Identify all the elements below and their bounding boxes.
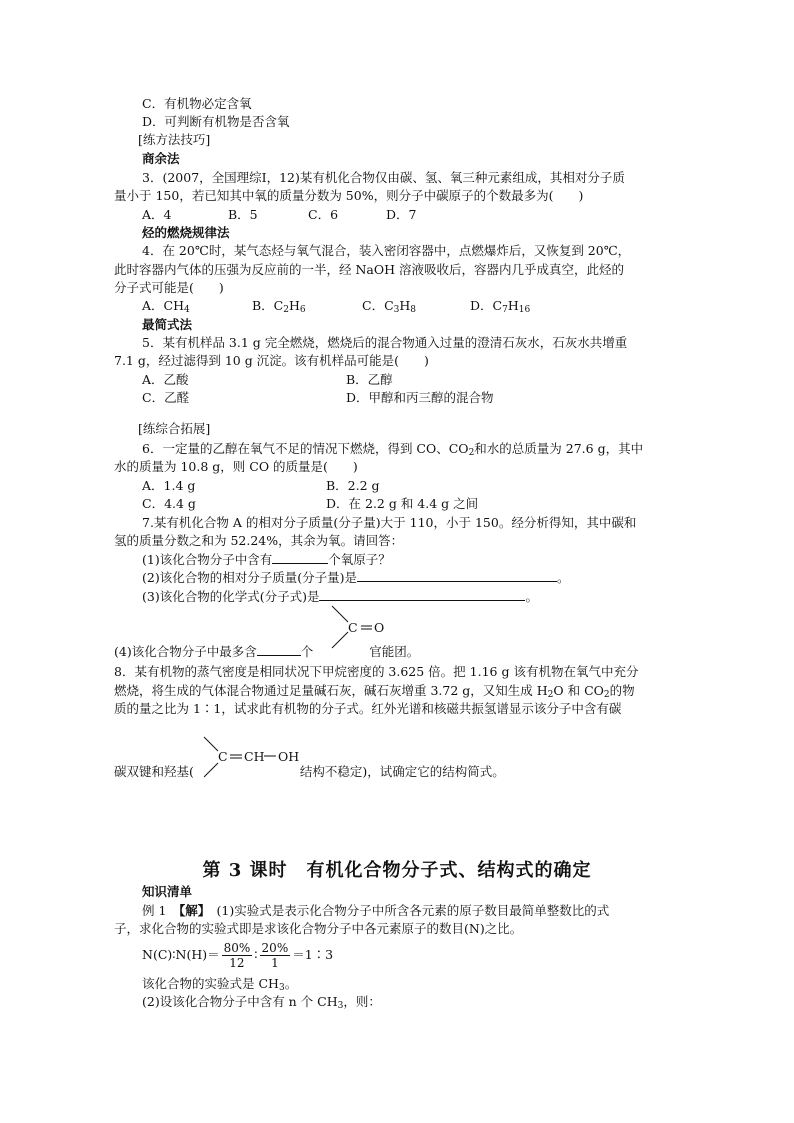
option: B．2.2 g <box>326 478 380 493</box>
question-8-line-2: 燃烧，将生成的气体混合物通过足量碱石灰，碱石灰增重 3.72 g，又知生成 $H_2O$ 和 $CO_2$的物 <box>114 683 635 700</box>
example-1-line-2: 子，求化合物的实验式即是求该化合物分子中各元素原子的数目(N)之比。 <box>114 921 523 936</box>
bond-line <box>332 606 348 622</box>
question-3-line-1: 3．(2007，全国理综Ⅰ，12)某有机化合物仅由碳、氢、氧三种元素组成，其相对分子质 <box>142 170 625 185</box>
question-8-line-4: 碳双键和羟基( 结构不稳定)，试确定它的结构简式。 <box>114 764 505 779</box>
option: A．$CH_4$ <box>142 298 190 315</box>
method-label: 商余法 <box>142 151 180 166</box>
question-4-line-1: 4．在 20℃时，某气态烃与氧气混合，装入密闭容器中，点燃爆炸后，又恢复到 20℃， <box>142 243 631 258</box>
option: B．5 <box>228 207 258 222</box>
option-d: D．可判断有机物是否含氧 <box>142 114 290 129</box>
question-6-line-2: 水的质量为 10.8 g，则 CO 的质量是( ) <box>114 459 358 474</box>
oxygen-atom: O <box>374 620 385 635</box>
question-6-line-1: 6．一定量的乙醇在氧气不足的情况下燃烧，得到 CO、$CO_2$和水的总质量为 27.6 g，其中 <box>142 441 644 458</box>
option: A．4 <box>142 207 172 222</box>
answer-blank[interactable] <box>257 643 301 656</box>
question-4-line-2: 此时容器内气体的压强为反应前的一半，经 NaOH 溶液吸收后，容器内几乎成真空，此烃的 <box>114 262 624 277</box>
question-5-line-1: 5．某有机样品 3.1 g 完全燃烧，燃烧后的混合物通入过量的澄清石灰水，石灰水共增重 <box>142 335 628 350</box>
option: C．4.4 g <box>142 496 196 511</box>
lesson-title: 第 3 课时 有机化合物分子式、结构式的确定 <box>202 860 592 881</box>
question-8-line-1: 8．某有机物的蒸气密度是相同状况下甲烷密度的 3.625 倍。把 1.16 g 该有机物在氧气中充分 <box>114 664 639 679</box>
option: B．$C_2H_6$ <box>252 298 306 315</box>
example-1-line-3: 该化合物的实验式是 $CH_3$。 <box>142 976 298 993</box>
question-7-part-3: (3)该化合物的化学式(分子式)是 。 <box>142 589 538 604</box>
option: A．1.4 g <box>142 478 196 493</box>
section-heading-methods: [练方法技巧] <box>138 132 211 147</box>
section-heading-extension: [练综合拓展] <box>138 421 211 436</box>
hydroxyl-group: OH <box>278 749 300 764</box>
question-5-line-2: 7.1 g，经过滤得到 10 g 沉淀。该有机样品可能是( ) <box>114 353 429 368</box>
question-7-line-1: 7.某有机化合物 A 的相对分子质量(分子量)大于 110，小于 150。经分析得知，其中碳和 <box>142 515 637 530</box>
option: C．乙醛 <box>142 390 190 405</box>
option: D．在 2.2 g 和 4.4 g 之间 <box>326 496 479 511</box>
question-3-line-2: 量小于 150，若已知其中氧的质量分数为 50%，则分子中碳原子的个数最多为( ) <box>114 188 584 203</box>
answer-blank[interactable] <box>319 588 525 601</box>
bond-line <box>204 737 218 751</box>
question-8-line-3: 质的量之比为 1∶1，试求此有机物的分子式。红外光谱和核磁共振氢谱显示该分子中含有碳 <box>114 701 622 716</box>
question-7-part-1: (1)该化合物分子中含有 个氧原子？ <box>142 552 391 567</box>
ratio-equation: N(C)∶N(H)＝ $\frac{80\%}{12}$ ∶ $\frac{20\%}{1}$ ＝1∶3 <box>142 941 334 970</box>
answer-blank[interactable] <box>357 569 557 582</box>
method-label: 烃的燃烧规律法 <box>142 225 230 240</box>
method-label: 最简式法 <box>142 317 193 332</box>
question-7-line-2: 氢的质量分数之和为 52.24%，其余为氧。请回答： <box>114 533 404 548</box>
example-1-line-1: 例 1 【解】 (1)实验式是表示化合物分子中所含各元素的原子数目最简单整数比的式 <box>142 903 610 918</box>
answer-blank[interactable] <box>272 551 328 564</box>
question-4-line-3: 分子式可能是( ) <box>114 280 224 295</box>
option: C．6 <box>308 207 339 222</box>
option: B．乙醇 <box>346 372 393 387</box>
answer-heading: 知识清单 <box>142 884 193 899</box>
option: D．$C_7H_{16}$ <box>470 298 531 315</box>
example-1-line-4: (2)设该化合物分子中含有 n 个 $CH_3$，则： <box>142 994 381 1011</box>
option: D．7 <box>386 207 417 222</box>
question-7-part-4: (4)该化合物分子中最多含 个 官能团。 <box>114 644 420 659</box>
option: C．$C_3H_8$ <box>362 298 417 315</box>
question-7-part-2: (2)该化合物的相对分子质量(分子量)是 。 <box>142 570 570 585</box>
ch-group: CH <box>244 749 265 764</box>
option: A．乙酸 <box>142 372 189 387</box>
option-c: C．有机物必定含氧 <box>142 96 252 111</box>
option: D．甲醇和丙三醇的混合物 <box>346 390 494 405</box>
carbon-atom: C <box>348 620 358 635</box>
carbon-atom: C <box>218 749 228 764</box>
